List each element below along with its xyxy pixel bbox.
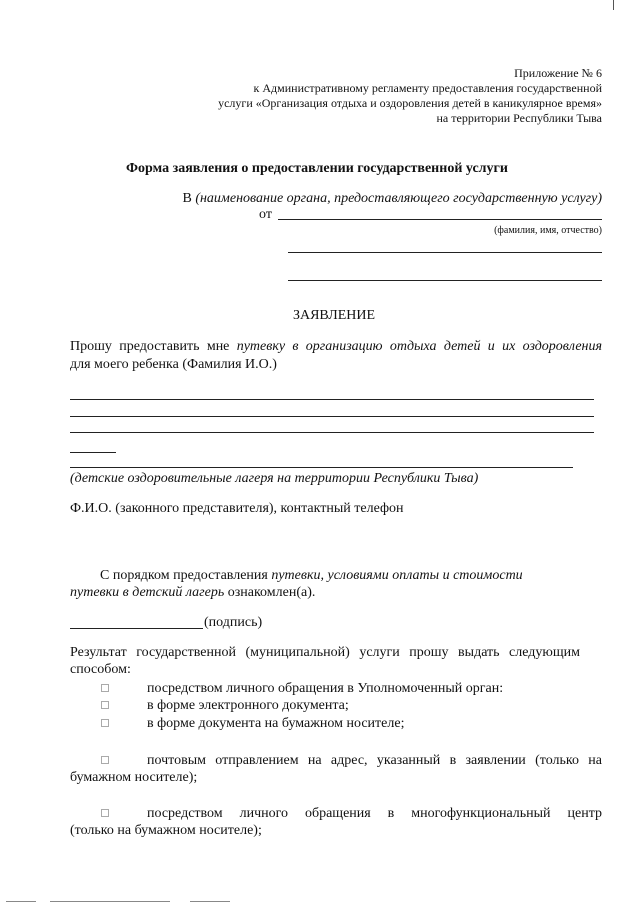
scan-artifact-left xyxy=(6,901,36,902)
child-line-2 xyxy=(70,416,594,417)
from-name-line xyxy=(278,219,602,220)
addressee xyxy=(102,190,602,207)
addressee-prefix: В xyxy=(182,191,196,206)
annex-line-3: услуги «Организация отдыха и оздоровления детей в каникулярное время» xyxy=(218,96,602,110)
option-mfc-label-2: (только на бумажном носителе); xyxy=(70,823,262,838)
option-post-checkbox[interactable] xyxy=(101,756,109,764)
from-blank-line-1 xyxy=(288,252,602,253)
request-line-1 xyxy=(70,338,602,355)
child-line-3 xyxy=(70,432,594,433)
signature-line xyxy=(70,628,203,629)
request-subject: путевку в организацию отдыха детей и их оздоровления xyxy=(236,339,602,354)
result-line-2: способом: xyxy=(70,662,131,677)
child-line-4 xyxy=(70,452,116,453)
request-line-2: для моего ребенка (Фамилия И.О.) xyxy=(70,357,277,372)
option-electronic-label: в форме электронного документа; xyxy=(147,698,349,713)
familiar-line-1 xyxy=(100,567,523,584)
request-text: Прошу предоставить мне xyxy=(70,339,237,354)
scan-artifact-mid xyxy=(50,901,170,902)
familiar-text-1: С порядком предоставления xyxy=(100,568,272,583)
option-mfc-label-1: посредством личного обращения в многофункциональный центр xyxy=(147,806,602,821)
annex-number: Приложение № 6 xyxy=(514,66,602,80)
camp-line xyxy=(70,467,573,468)
child-line-1 xyxy=(70,399,594,400)
familiar-italic-2: путевки в детский лагерь xyxy=(70,585,225,600)
option-in-person-label: посредством личного обращения в Уполномоченный орган: xyxy=(147,681,504,696)
page-edge-mark xyxy=(613,0,614,10)
from-label: от xyxy=(259,207,272,222)
option-paper-label: в форме документа на бумажном носителе; xyxy=(147,716,405,731)
camps-caption: (детские оздоровительные лагеря на территории Республики Тыва) xyxy=(70,471,479,486)
from-caption: (фамилия, имя, отчество) xyxy=(494,225,602,236)
addressee-body: (наименование органа, предоставляющего государственную услугу) xyxy=(195,191,602,206)
familiar-italic-1: путевки, условиями оплаты и стоимости xyxy=(271,568,523,583)
annex-line-2: к Административному регламенту предоставления государственной xyxy=(253,81,602,95)
annex-line-4: на территории Республики Тыва xyxy=(436,111,602,125)
familiar-line-2 xyxy=(70,584,315,601)
from-blank-line-2 xyxy=(288,280,602,281)
document-title: ЗАЯВЛЕНИЕ xyxy=(292,308,376,323)
option-in-person-checkbox[interactable] xyxy=(101,684,109,692)
annex-header xyxy=(142,66,602,126)
option-electronic-checkbox[interactable] xyxy=(101,701,109,709)
option-paper-checkbox[interactable] xyxy=(101,719,109,727)
result-line-1: Результат государственной (муниципальной) услуги прошу выдать следующим xyxy=(70,645,580,660)
option-post-label-1: почтовым отправлением на адрес, указанный в заявлении (только на xyxy=(147,753,602,768)
signature-label: (подпись) xyxy=(204,615,263,630)
scan-artifact-right xyxy=(190,901,230,902)
option-post-label-2: бумажном носителе); xyxy=(70,770,198,785)
option-mfc-checkbox[interactable] xyxy=(101,809,109,817)
form-title: Форма заявления о предоставлении государственной услуги xyxy=(126,161,508,176)
guardian-label: Ф.И.О. (законного представителя), контактный телефон xyxy=(70,501,404,516)
familiar-text-2: ознакомлен(а). xyxy=(224,585,316,600)
